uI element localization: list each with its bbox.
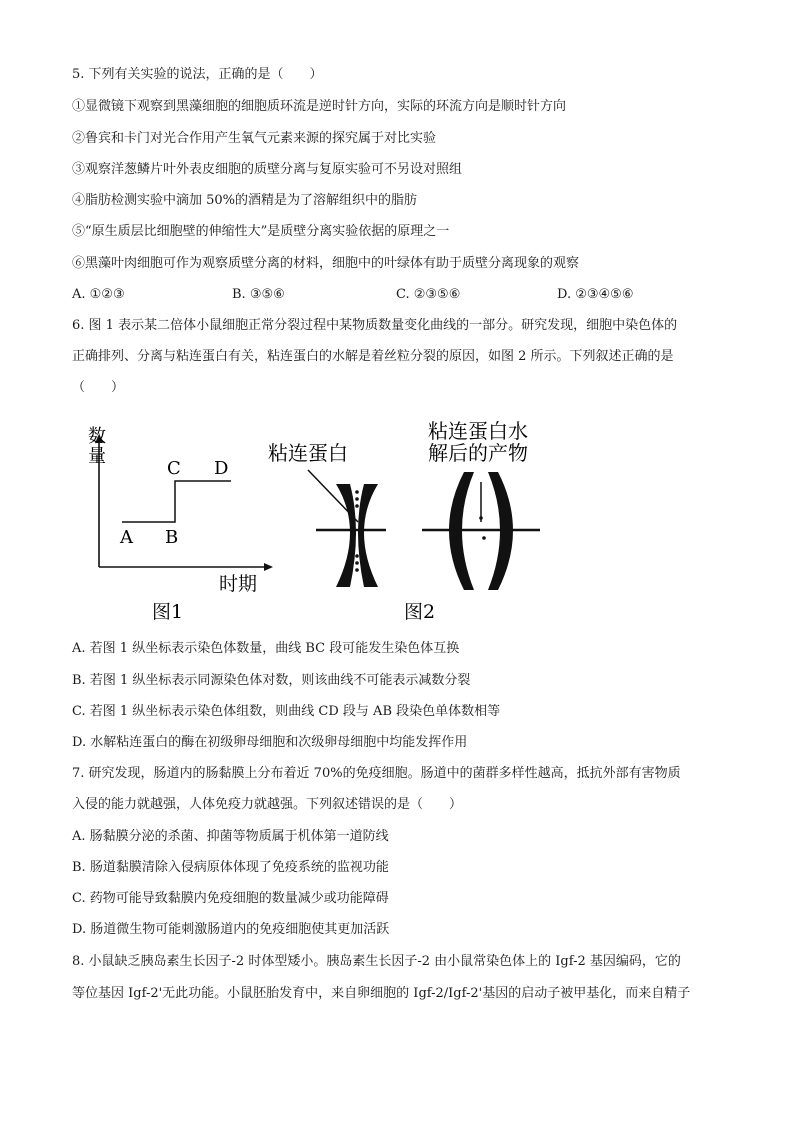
q5-option-b: B. ③⑤⑥ (232, 287, 285, 302)
fig1-point-c: C (167, 458, 181, 479)
q6-stem-line-3: （ ） (72, 380, 125, 395)
q5-item-1: ①显微镜下观察到黑藻细胞的细胞质环流是逆时针方向，实际的环流方向是顺时针方向 (72, 99, 567, 114)
fig2-product-dot (482, 536, 486, 540)
q8-stem-line-2: 等位基因 Igf-2'无此功能。小鼠胚胎发育中，来自卵细胞的 Igf-2/Igf-2'基因的启动子被甲基化，而来自精子 (72, 986, 691, 1001)
q5-item-4: ④脂肪检测实验中滴加 50%的酒精是为了溶解组织中的脂肪 (72, 193, 418, 208)
fig1-ylabel-1: 数 (88, 426, 106, 447)
figure-2 (268, 419, 540, 623)
fig2-label-left: 粘连蛋白 (268, 441, 348, 465)
q6-option-a: A. 若图 1 纵坐标表示染色体数量，曲线 BC 段可能发生染色体互换 (72, 641, 460, 656)
fig1-xlabel: 时期 (219, 573, 258, 595)
fig1-point-b: B (165, 527, 179, 548)
q5-item-6: ⑥黑藻叶肉细胞可作为观察质壁分离的材料，细胞中的叶绿体有助于质壁分离现象的观察 (72, 256, 580, 271)
fig1-ylabel-2: 量 (88, 446, 106, 467)
q6-stem-line-1: 6. 图 1 表示某二倍体小鼠细胞正常分裂过程中某物质数量变化曲线的一部分。研究发现，细胞中染色体的 (72, 318, 678, 333)
q5-option-a: A. ①②③ (72, 287, 125, 302)
fig2-cohesin-dot (355, 490, 359, 494)
q6-option-b: B. 若图 1 纵坐标表示同源染色体对数，则该曲线不可能表示减数分裂 (72, 673, 471, 688)
q5-stem: 5. 下列有关实验的说法，正确的是（ ） (72, 67, 323, 82)
fig1-point-a: A (120, 527, 133, 548)
fig1-curve (122, 481, 231, 522)
fig2-left-chromatid-2 (358, 484, 378, 587)
q5-item-2: ②鲁宾和卡门对光合作用产生氧气元素来源的探究属于对比实验 (72, 131, 437, 146)
q7-stem-line-1: 7. 研究发现，肠道内的肠黏膜上分布着近 70%的免疫细胞。肠道中的菌群多样性越高，抵抗外部有害物质 (72, 766, 681, 781)
fig1-point-d: D (214, 458, 229, 479)
q7-option-d: D. 肠道微生物可能刺激肠道内的免疫细胞使其更加活跃 (72, 922, 390, 937)
q5-option-c: C. ②③⑤⑥ (396, 287, 461, 302)
fig2-cohesin-dot (355, 568, 359, 572)
fig2-caption: 图2 (404, 601, 436, 623)
fig2-cohesin-dot (355, 504, 359, 508)
q5-option-d: D. ②③④⑤⑥ (557, 287, 634, 302)
fig2-label-right-2: 解后的产物 (428, 441, 528, 465)
q5-item-5: ⑤“原生质层比细胞壁的伸缩性大”是质壁分离实验依据的原理之一 (72, 224, 450, 239)
figure-1 (88, 426, 273, 623)
figure-svg (66, 412, 566, 632)
q8-stem-line-1: 8. 小鼠缺乏胰岛素生长因子-2 时体型矮小。胰岛素生长因子-2 由小鼠常染色体上的 Igf-2 基因编码，它的 (72, 954, 681, 969)
fig1-caption: 图1 (152, 601, 184, 623)
fig2-label-right-1: 粘连蛋白水 (428, 419, 528, 443)
q6-stem-line-2: 正确排列、分离与粘连蛋白有关，粘连蛋白的水解是着丝粒分裂的原因，如图 2 所示。下列叙述正确的是 (72, 349, 674, 364)
fig2-product-dot (479, 516, 483, 520)
q5-item-3: ③观察洋葱鳞片叶外表皮细胞的质壁分离与复原实验可不另设对照组 (72, 162, 463, 177)
fig2-left-chromatid-1 (336, 484, 356, 587)
q6-option-c: C. 若图 1 纵坐标表示染色体组数，则曲线 CD 段与 AB 段染色单体数相等 (72, 704, 501, 719)
q7-stem-line-2: 入侵的能力就越强，人体免疫力就越强。下列叙述错误的是（ ） (72, 797, 463, 812)
q7-option-b: B. 肠道黏膜清除入侵病原体体现了免疫系统的监视功能 (72, 860, 389, 875)
fig2-cohesin-dot (355, 554, 359, 558)
q7-option-a: A. 肠黏膜分泌的杀菌、抑菌等物质属于机体第一道防线 (72, 829, 389, 844)
fig1-x-arrow (264, 563, 273, 571)
q6-option-d: D. 水解粘连蛋白的酶在初级卵母细胞和次级卵母细胞中均能发挥作用 (72, 735, 468, 750)
q6-figures (66, 412, 566, 632)
q7-option-c: C. 药物可能导致黏膜内免疫细胞的数量减少或功能障碍 (72, 891, 389, 906)
fig2-cohesin-dot (355, 497, 359, 501)
fig2-cohesin-dot (355, 561, 359, 565)
